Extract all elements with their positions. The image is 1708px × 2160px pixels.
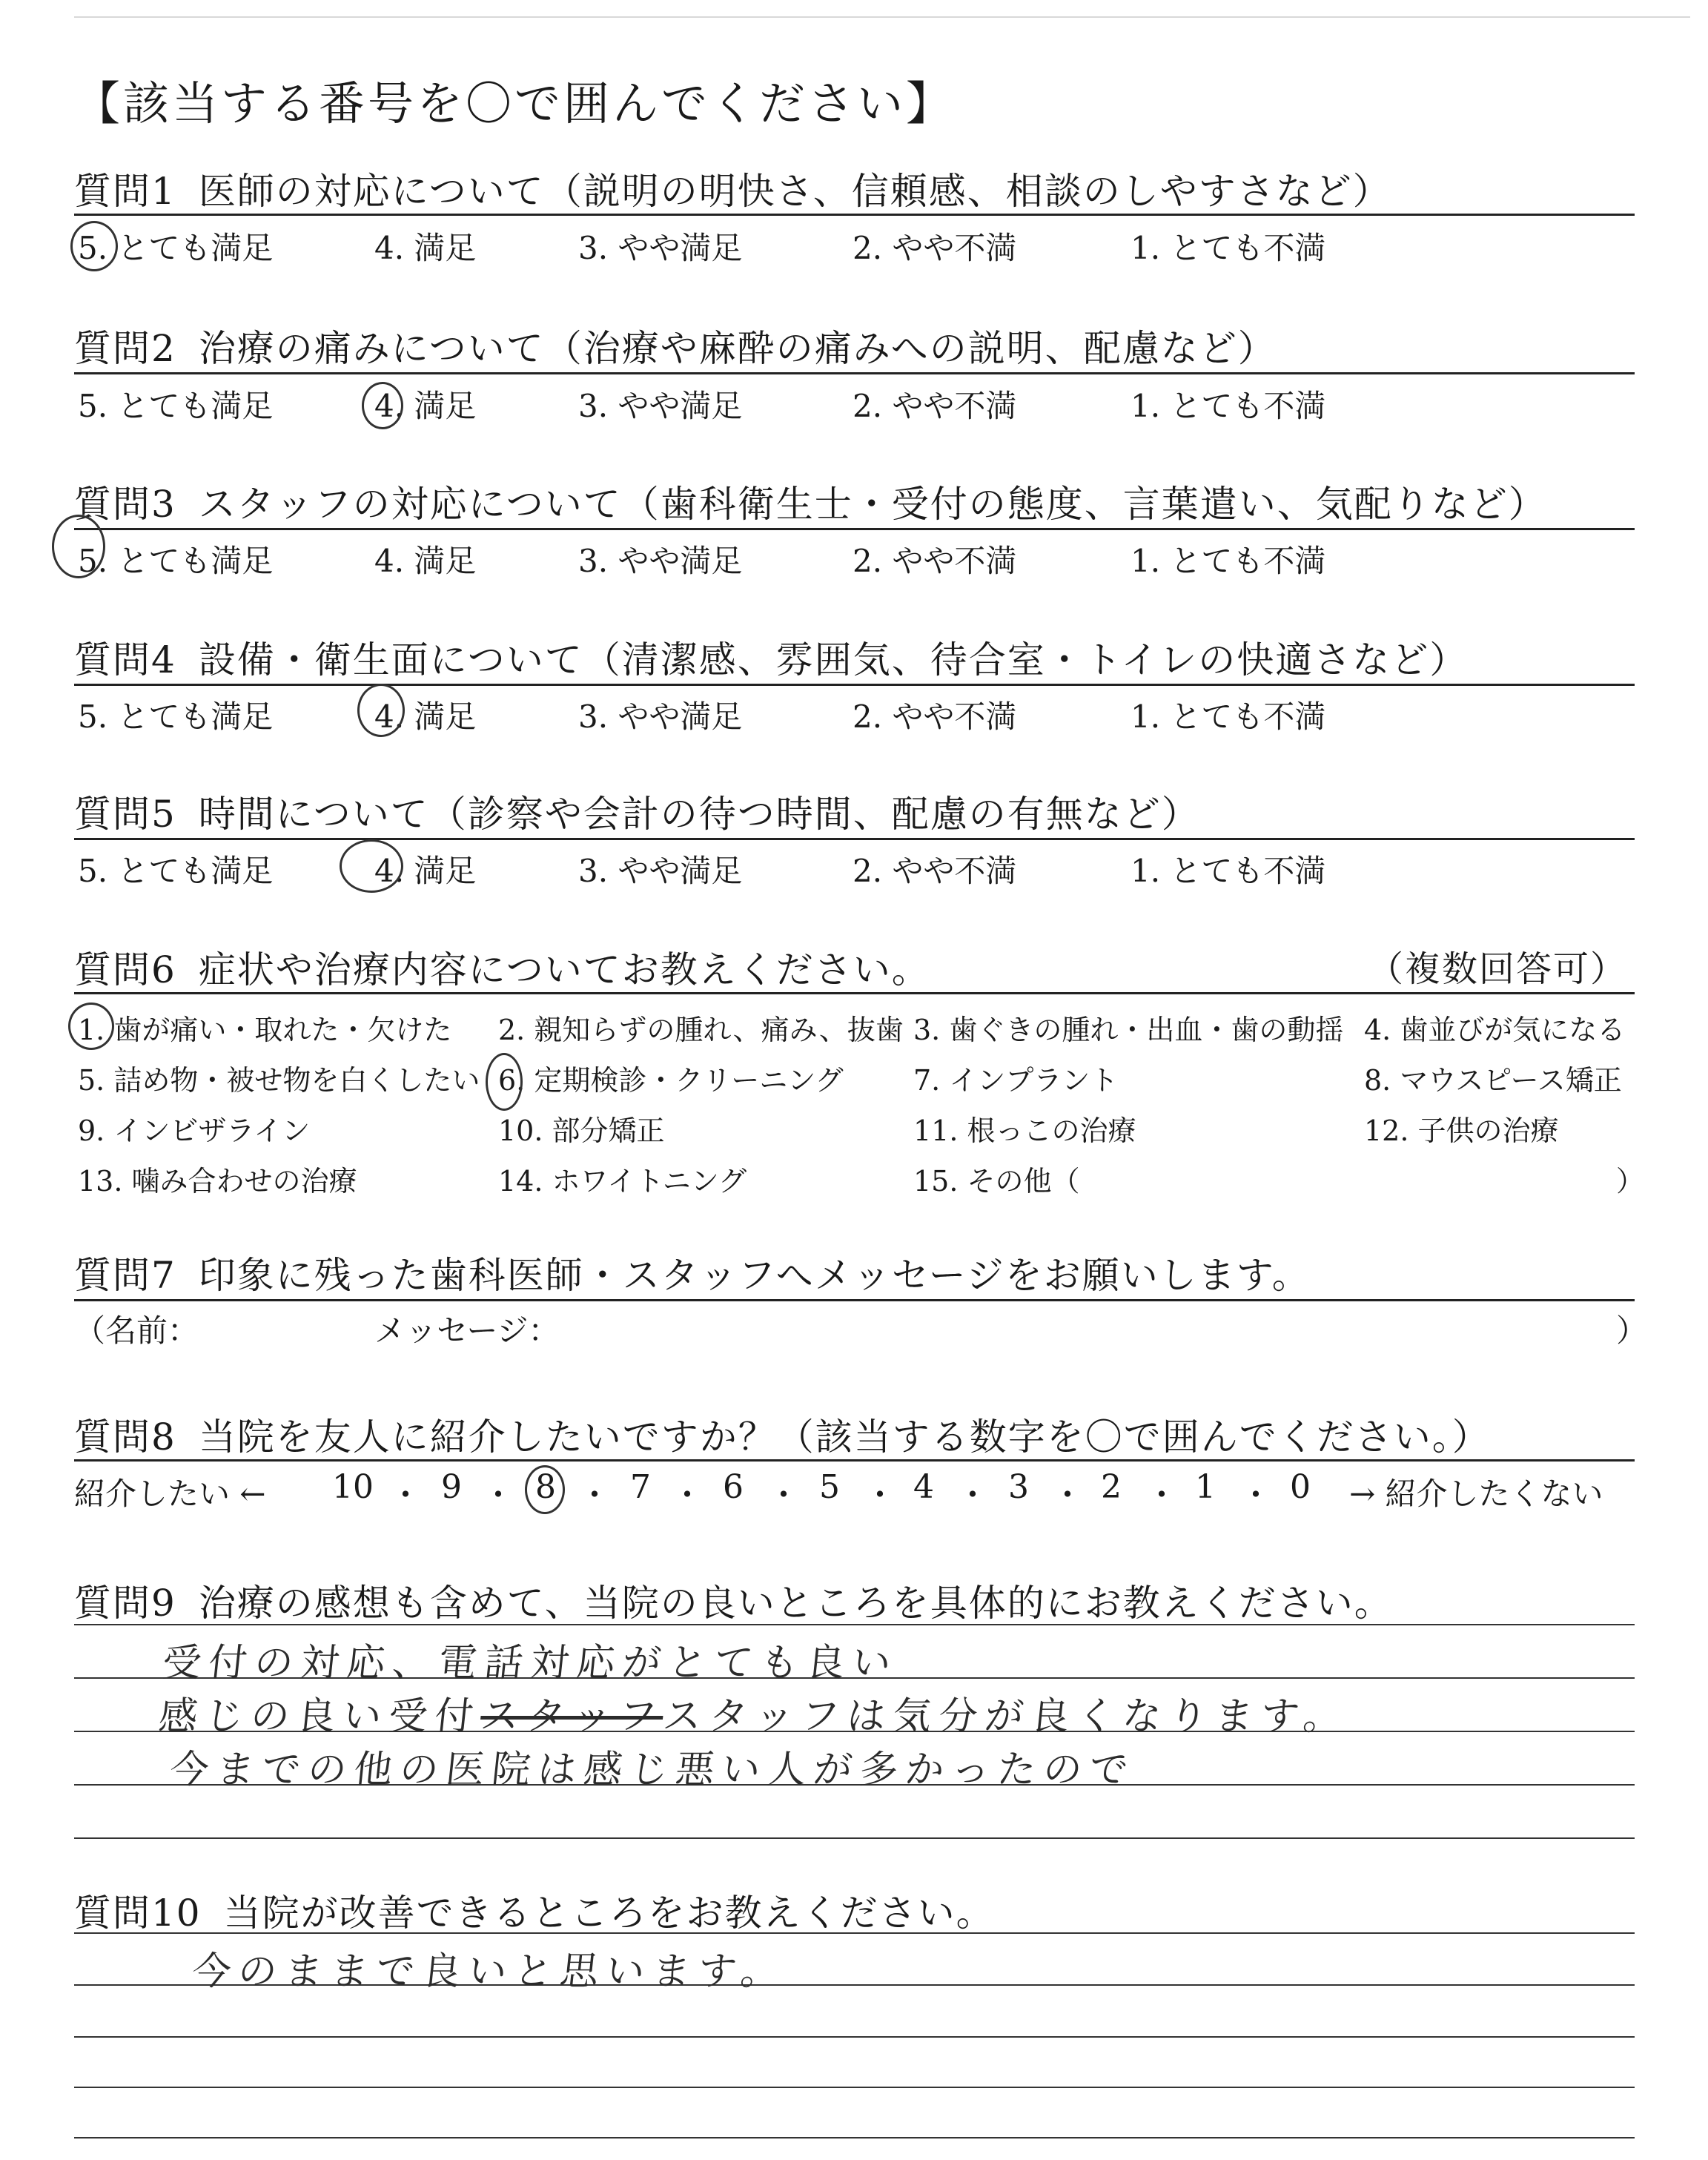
q8-scale-3[interactable]: 3 — [1008, 1468, 1029, 1506]
question-6-rule — [74, 992, 1635, 994]
question-3-rule — [74, 528, 1635, 530]
q5-option-1[interactable]: 1. とても不満 — [1131, 853, 1326, 889]
q8-scale-2[interactable]: 2 — [1101, 1468, 1122, 1506]
q9-answer-line-5 — [74, 1837, 1635, 1839]
q8-dot: ・ — [578, 1476, 611, 1514]
q6-option-11[interactable]: 11. 根っこの治療 — [913, 1114, 1136, 1147]
q2-selection-circle — [362, 382, 403, 429]
q6-option-1[interactable]: 1. 歯が痛い・取れた・欠けた — [78, 1014, 452, 1046]
q3-option-4[interactable]: 4. 満足 — [374, 543, 477, 579]
q6-option-8[interactable]: 8. マウスピース矯正 — [1364, 1064, 1622, 1097]
q6-option-10[interactable]: 10. 部分矯正 — [498, 1114, 665, 1147]
q10-handwritten-line-1: 今のままで良いと思います。 — [190, 1949, 790, 1994]
q6-option-9[interactable]: 9. インビザライン — [78, 1114, 311, 1147]
q8-dot: ・ — [482, 1476, 514, 1514]
question-7-title: 質問7 印象に残った歯科医師・スタッフへメッセージをお願いします。 — [74, 1254, 1311, 1297]
q6-option-4[interactable]: 4. 歯並びが気になる — [1364, 1014, 1626, 1046]
q3-selection-circle — [52, 515, 105, 578]
question-9-title: 質問9 治療の感想も含めて、当院の良いところを具体的にお教えください。 — [74, 1582, 1393, 1625]
q2-option-5[interactable]: 5. とても満足 — [78, 388, 274, 424]
q7-name-label: （名前： — [74, 1312, 199, 1349]
q8-scale-4[interactable]: 4 — [913, 1468, 934, 1506]
q5-option-4[interactable]: 4. 満足 — [374, 853, 477, 889]
q3-option-1[interactable]: 1. とても不満 — [1131, 543, 1326, 579]
question-7-rule — [74, 1299, 1635, 1301]
q2-option-2[interactable]: 2. やや不満 — [853, 388, 1017, 424]
q1-option-1[interactable]: 1. とても不満 — [1131, 230, 1326, 266]
question-4-rule — [74, 684, 1635, 686]
q6-selection-circle-1 — [68, 1003, 114, 1050]
question-1-rule — [74, 214, 1635, 216]
q1-option-2[interactable]: 2. やや不満 — [853, 230, 1017, 266]
question-6-note: （複数回答可） — [1368, 948, 1628, 990]
q6-selection-circle-6 — [486, 1053, 523, 1111]
q8-dot: ・ — [1145, 1476, 1178, 1514]
q9-handwritten-line-3: 今までの他の医院は感じ悪い人が多かったので — [168, 1748, 1138, 1792]
question-6-title: 質問6 症状や治療内容についてお教えください。 — [74, 948, 930, 991]
q9-answer-line-1 — [74, 1624, 1635, 1625]
q8-scale-1[interactable]: 1 — [1195, 1468, 1216, 1506]
q5-option-2[interactable]: 2. やや不満 — [853, 853, 1017, 889]
q4-selection-circle — [357, 684, 405, 737]
q8-dot: ・ — [671, 1476, 704, 1514]
question-5-rule — [74, 838, 1635, 840]
form-header: 【該当する番号を〇で囲んでください】 — [74, 76, 956, 131]
q8-dot: ・ — [389, 1476, 422, 1514]
q4-option-4[interactable]: 4. 満足 — [374, 698, 477, 735]
q10-answer-line-5 — [74, 2137, 1635, 2138]
q8-dot: ・ — [767, 1476, 800, 1514]
question-1-title: 質問1 医師の対応について（説明の明快さ、信頼感、相談のしやすさなど） — [74, 170, 1391, 213]
q8-scale-5[interactable]: 5 — [819, 1468, 840, 1506]
question-10-title: 質問10 当院が改善できるところをお教えください。 — [74, 1892, 995, 1935]
q6-option-14[interactable]: 14. ホワイトニング — [498, 1165, 747, 1198]
q6-option-15[interactable]: 15. その他（ — [913, 1165, 1080, 1198]
q3-option-3[interactable]: 3. やや満足 — [578, 543, 743, 579]
q9-handwritten-line-1: 受付の対応、電話対応がとても良い — [160, 1641, 901, 1685]
q1-selection-circle — [70, 221, 118, 271]
q8-scale-6[interactable]: 6 — [723, 1468, 744, 1506]
q3-option-5[interactable]: 5. とても満足 — [78, 543, 274, 579]
q8-dot: ・ — [1051, 1476, 1084, 1514]
q8-scale-7[interactable]: 7 — [630, 1468, 651, 1506]
q4-option-5[interactable]: 5. とても満足 — [78, 698, 274, 735]
q6-other-close: ） — [1616, 1165, 1645, 1198]
top-border — [74, 16, 1690, 18]
q8-scale-8[interactable]: 8 — [535, 1468, 556, 1506]
q5-option-3[interactable]: 3. やや満足 — [578, 853, 743, 889]
q5-option-5[interactable]: 5. とても満足 — [78, 853, 274, 889]
question-3-title: 質問3 スタッフの対応について（歯科衛生士・受付の態度、言葉遣い、気配りなど） — [74, 483, 1547, 526]
q4-option-3[interactable]: 3. やや満足 — [578, 698, 743, 735]
q2-option-1[interactable]: 1. とても不満 — [1131, 388, 1326, 424]
q2-option-3[interactable]: 3. やや満足 — [578, 388, 743, 424]
q8-dot: ・ — [1239, 1476, 1272, 1514]
question-8-title: 質問8 当院を友人に紹介したいですか？（該当する数字を〇で囲んでください。） — [74, 1416, 1491, 1459]
q6-option-5[interactable]: 5. 詰め物・被せ物を白くしたい — [78, 1064, 480, 1097]
question-2-title: 質問2 治療の痛みについて（治療や麻酔の痛みへの説明、配慮など） — [74, 327, 1277, 370]
q5-selection-circle — [340, 839, 403, 893]
q8-right-label: → 紹介したくない — [1349, 1476, 1603, 1512]
q1-option-4[interactable]: 4. 満足 — [374, 230, 477, 266]
q6-option-2[interactable]: 2. 親知らずの腫れ、痛み、抜歯 — [498, 1014, 904, 1046]
q8-dot: ・ — [864, 1476, 896, 1514]
q1-option-5[interactable]: 5. とても満足 — [78, 230, 274, 266]
q7-message-label: メッセージ： — [374, 1312, 560, 1349]
q6-option-3[interactable]: 3. 歯ぐきの腫れ・出血・歯の動揺 — [913, 1014, 1344, 1046]
q8-selection-circle — [525, 1465, 565, 1514]
q9-handwritten-line-2: 感じの良い受付スタッフスタッフは気分が良くなります。 — [156, 1694, 1352, 1739]
q1-option-3[interactable]: 3. やや満足 — [578, 230, 743, 266]
q10-answer-line-3 — [74, 2036, 1635, 2038]
q8-scale-10[interactable]: 10 — [332, 1468, 374, 1506]
q6-option-12[interactable]: 12. 子供の治療 — [1364, 1114, 1559, 1147]
q4-option-2[interactable]: 2. やや不満 — [853, 698, 1017, 735]
q4-option-1[interactable]: 1. とても不満 — [1131, 698, 1326, 735]
question-8-rule — [74, 1459, 1635, 1462]
q8-left-label: 紹介したい ← — [74, 1476, 266, 1512]
q8-scale-0[interactable]: 0 — [1290, 1468, 1311, 1506]
q8-dot: ・ — [956, 1476, 989, 1514]
question-5-title: 質問5 時間について（診察や会計の待つ時間、配慮の有無など） — [74, 793, 1200, 836]
q3-option-2[interactable]: 2. やや不満 — [853, 543, 1017, 579]
q6-option-13[interactable]: 13. 噛み合わせの治療 — [78, 1165, 357, 1198]
q6-option-6[interactable]: 6. 定期検診・クリーニング — [498, 1064, 844, 1097]
q10-answer-line-1 — [74, 1932, 1635, 1934]
question-4-title: 質問4 設備・衛生面について（清潔感、雰囲気、待合室・トイレの快適さなど） — [74, 638, 1469, 681]
q8-scale-9[interactable]: 9 — [441, 1468, 462, 1506]
q7-close: ） — [1616, 1312, 1648, 1349]
q10-answer-line-4 — [74, 2087, 1635, 2088]
q2-option-4[interactable]: 4. 満足 — [374, 388, 477, 424]
q6-option-7[interactable]: 7. インプラント — [913, 1064, 1119, 1097]
question-2-rule — [74, 372, 1635, 374]
